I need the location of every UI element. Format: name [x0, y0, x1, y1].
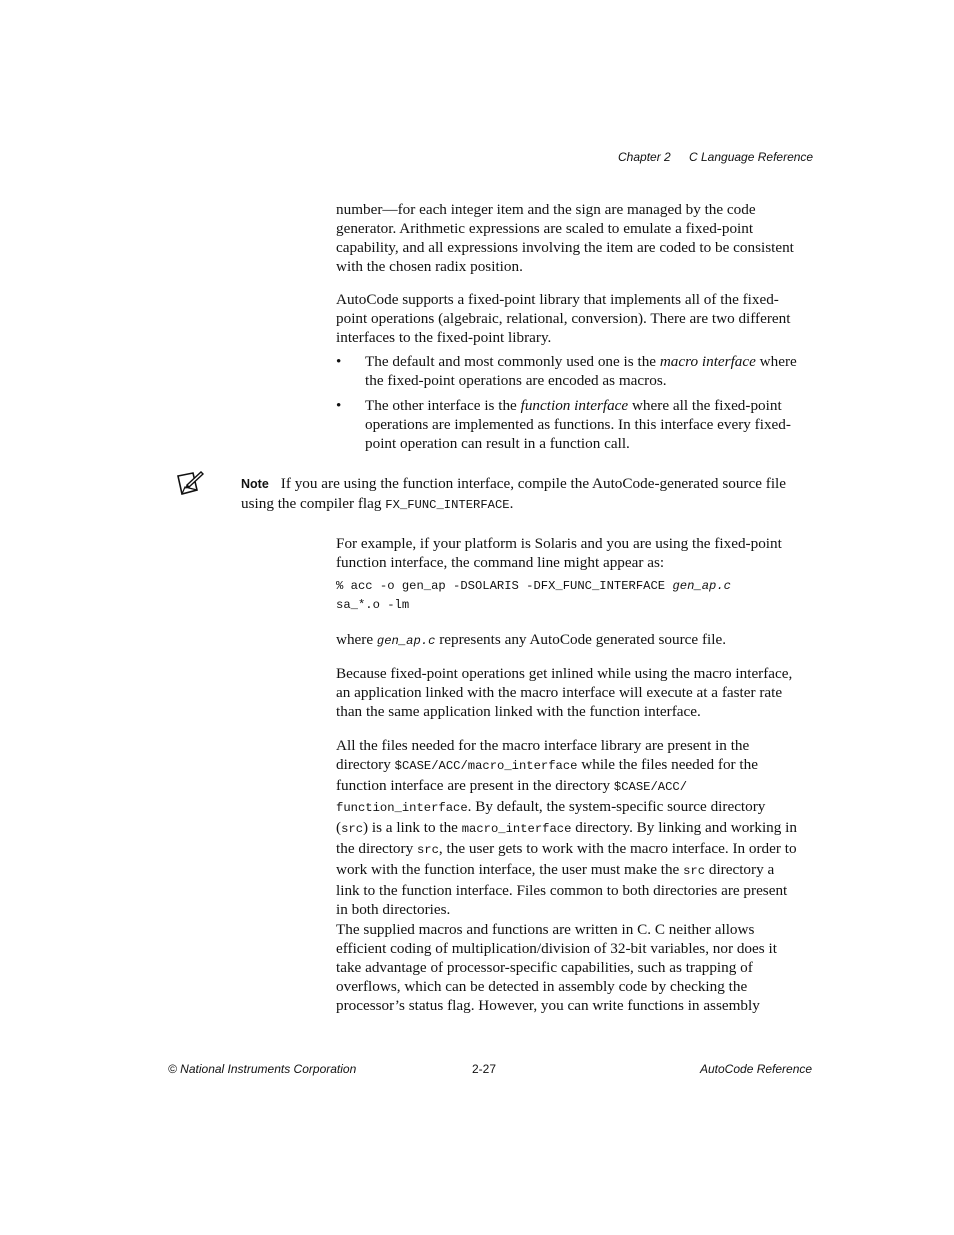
bullet-icon: •	[336, 397, 342, 414]
paragraph-text: number—for each integer item and the sign are managed by the code generator. Arithmetic expressions are scaled to emulate a fixed-point capability, and all expressions involving the item are coded to be consistent with the chosen radix position.	[336, 201, 794, 275]
paragraph-text: where gen_ap.c represents any AutoCode generated source file.	[336, 631, 726, 648]
paragraph-text: AutoCode supports a fixed-point library that implements all of the fixed-point operations (algebraic, relational, conversion). There are two different interfaces to the fixed-point library.	[336, 291, 791, 346]
paragraph-1	[336, 200, 800, 276]
bullet-list	[336, 352, 800, 453]
paragraph-5	[336, 664, 800, 721]
list-item: • The default and most commonly used one is the macro interface where the fixed-point operations are encoded as macros.	[336, 353, 797, 389]
paragraph-text: For example, if your platform is Solaris and you are using the fixed-point function interface, the command line might appear as:	[336, 535, 782, 571]
paragraph-7	[336, 920, 800, 1015]
chapter-title: C Language Reference	[689, 150, 814, 164]
paragraph-3	[336, 534, 800, 572]
paragraph-text: Because fixed-point operations get inlined while using the macro interface, an application linked with the macro interface will execute at a faster rate than the same application linked with the function interface.	[336, 665, 793, 720]
code-example: % acc -o gen_ap -DSOLARIS -DFX_FUNC_INTERFACE gen_ap.c sa_*.o -lm	[336, 579, 731, 612]
page-number: 2-27	[472, 1062, 497, 1076]
footer-manual-title: AutoCode Reference	[700, 1062, 813, 1076]
paragraph-text: All the files needed for the macro interface library are present in the directory $CASE/ACC/macro_interface while the files needed for the function interface are present in the directory $CASE/ACC/ function_interface. By default, the system-specific source directory (src) is a link to the macro_interface directory. By linking and working in the directory src, the user gets to work with the macro interface. In order to work with the function interface, the user must make the src directory a link to the function interface. Files common to both directories are present in both directories.	[336, 737, 797, 918]
note-callout: Note If you are using the function interface, compile the AutoCode-generated source file using the compiler flag FX_FUNC_INTERFACE.	[241, 475, 786, 512]
note-label: Note	[241, 477, 269, 491]
chapter-label: Chapter 2	[618, 150, 671, 164]
paragraph-text: The supplied macros and functions are written in C. C neither allows efficient coding of multiplication/division of 32-bit variables, nor does it take advantage of processor-specific capabilities, such as trapping of overflows, which can be detected in assembly code by checking the processor’s status flag. However, you can write functions in assembly	[336, 921, 777, 1014]
bullet-icon: •	[336, 353, 342, 370]
note-icon	[175, 470, 205, 498]
list-item: • The other interface is the function interface where all the fixed-point operations are implemented as functions. In this interface every fixed-point operation can result in a function call.	[336, 397, 791, 452]
paragraph-4	[336, 630, 800, 651]
paragraph-2	[336, 290, 800, 347]
paragraph-6	[336, 736, 800, 919]
footer-copyright: © National Instruments Corporation	[168, 1062, 357, 1076]
